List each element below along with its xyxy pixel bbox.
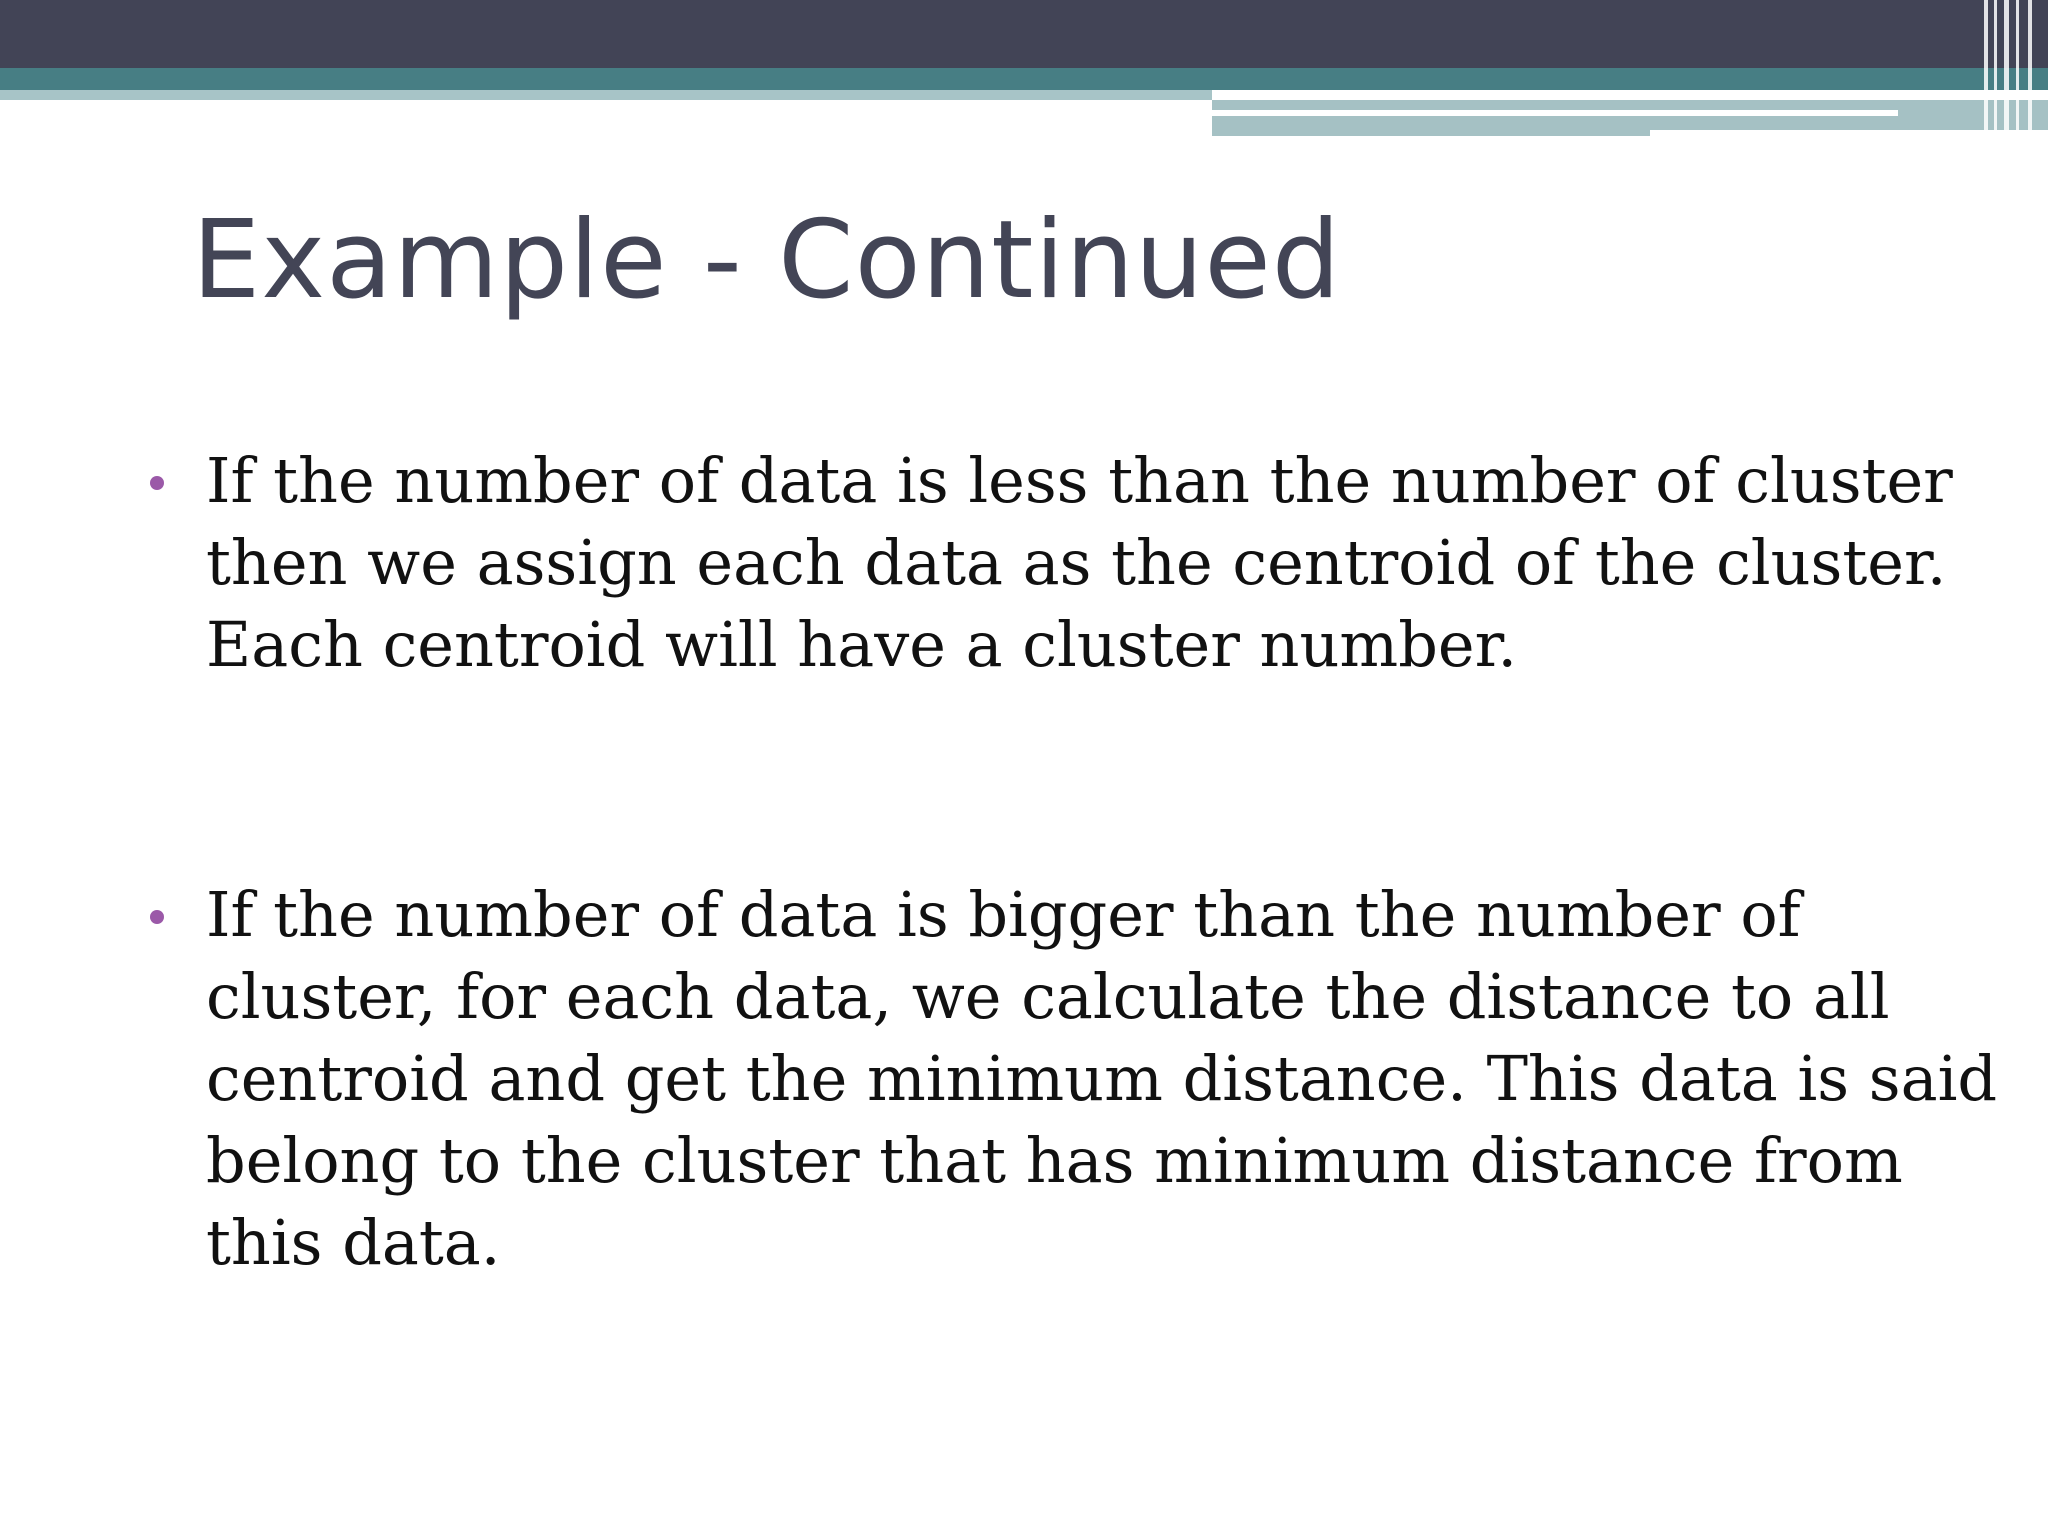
bullet-text (206, 440, 2048, 686)
header-vertical-stripe (2004, 0, 2009, 138)
bullet-line: If the number of data is bigger than the number of (206, 878, 1801, 951)
header-band-light-left (0, 90, 1212, 100)
bullet-line: centroid and get the minimum distance. This data is said (206, 1042, 1998, 1115)
header-band-teal (0, 68, 2048, 90)
bullet-text (206, 874, 2048, 1284)
bullet-dot-icon (150, 476, 164, 490)
header-accent-line (1650, 130, 2048, 136)
header-vertical-stripe (2016, 0, 2019, 138)
bullet-line: cluster, for each data, we calculate the distance to all (206, 960, 1890, 1033)
header-vertical-stripe (1994, 0, 1997, 138)
header-vertical-stripe (2028, 0, 2032, 138)
bullet-line: If the number of data is less than the number of cluster (206, 444, 1953, 517)
header-vertical-stripe (1984, 0, 1988, 138)
header-band-dark (0, 0, 2048, 68)
slide-title: Example - Continued (192, 198, 1342, 323)
header-accent-line (1212, 110, 1898, 116)
bullet-line: then we assign each data as the centroid of the cluster. (206, 526, 1947, 599)
bullet-line: this data. (206, 1206, 501, 1279)
bullet-dot-icon (150, 910, 164, 924)
bullet-line: belong to the cluster that has minimum distance from (206, 1124, 1903, 1197)
bullet-line: Each centroid will have a cluster number. (206, 608, 1518, 681)
